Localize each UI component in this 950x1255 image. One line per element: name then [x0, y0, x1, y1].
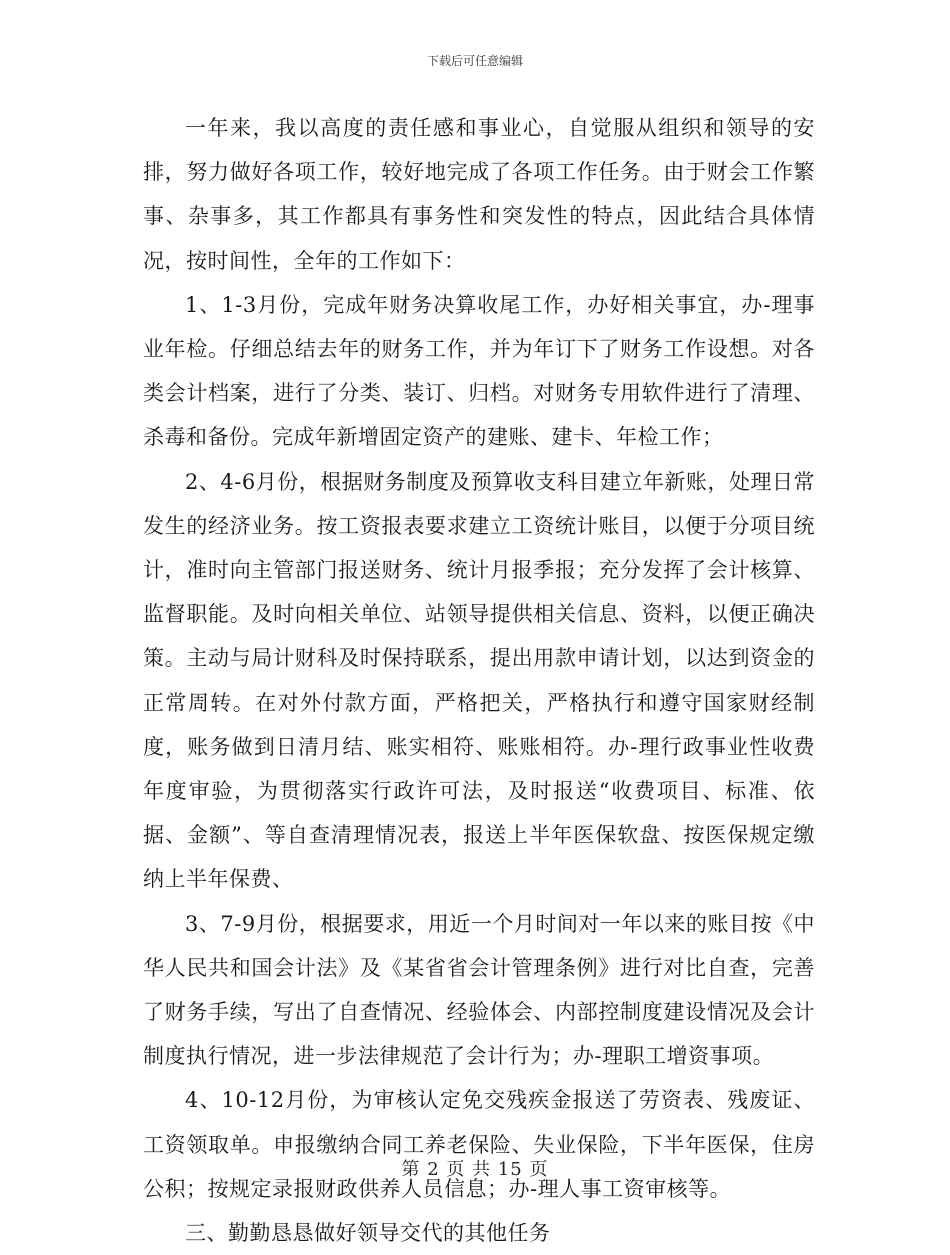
page-header: 下载后可任意编辑 — [426, 54, 523, 68]
paragraph-q3: 3、7-9月份，根据要求，用近一个月时间对一年以来的账目按《中华人民共和国会计法》及《某省省会计管理条例》进行对比自查，完善了财务手续，写出了自查情况、经验体会、内部控制度建设情况及会计制度执行情况，进一步法律规范了会计行为；办-理职工增资事项。 — [143, 911, 815, 1069]
paragraph-q1: 1、1-3月份，完成年财务决算收尾工作，办好相关事宜，办-理事业年检。仔细总结去年的财务工作，并为年订下了财务工作设想。对各类会计档案，进行了分类、装订、归档。对财务专用软件进行了清理、杀毒和备份。完成年新增固定资产的建账、建卡、年检工作； — [143, 292, 815, 450]
paragraph-q2: 2、4-6月份，根据财务制度及预算收支科目建立年新账，处理日常发生的经济业务。按工资报表要求建立工资统计账目，以便于分项目统计，准时向主管部门报送财务、统计月报季报；充分发挥了会计核算、监督职能。及时向相关单位、站领导提供相关信息、资料，以便正确决策。主动与局计财科及时保持联系，提出用款申请计划，以达到资金的正常周转。在对外付款方面，严格把关，严格执行和遵守国家财经制度，账务做到日清月结、账实相符、账账相符。办-理行政事业性收费年度审验，为贯彻落实行政许可法，及时报送“收费项目、标准、依据、金额”、等自查清理情况表，报送上半年医保软盘、按医保规定缴纳上半年保费、 — [143, 469, 815, 892]
document-body — [143, 106, 815, 1255]
paragraph-q4: 4、10-12月份，为审核认定免交残疾金报送了劳资表、残废证、工资领取单。申报缴纳合同工养老保险、失业保险，下半年医保，住房公积；按规定录报财政供养人员信息；办-理人事工资审核等。 — [143, 1088, 815, 1201]
section-heading-3: 三、勤勤恳恳做好领导交代的其他任务 — [185, 1221, 551, 1246]
page-number: 第 2 页 共 15 页 — [401, 1159, 549, 1180]
paragraph-intro: 一年来，我以高度的责任感和事业心，自觉服从组织和领导的安排，努力做好各项工作，较好地完成了各项工作任务。由于财会工作繁事、杂事多，其工作都具有事务性和突发性的特点，因此结合具体情况，按时间性，全年的工作如下： — [143, 116, 815, 273]
